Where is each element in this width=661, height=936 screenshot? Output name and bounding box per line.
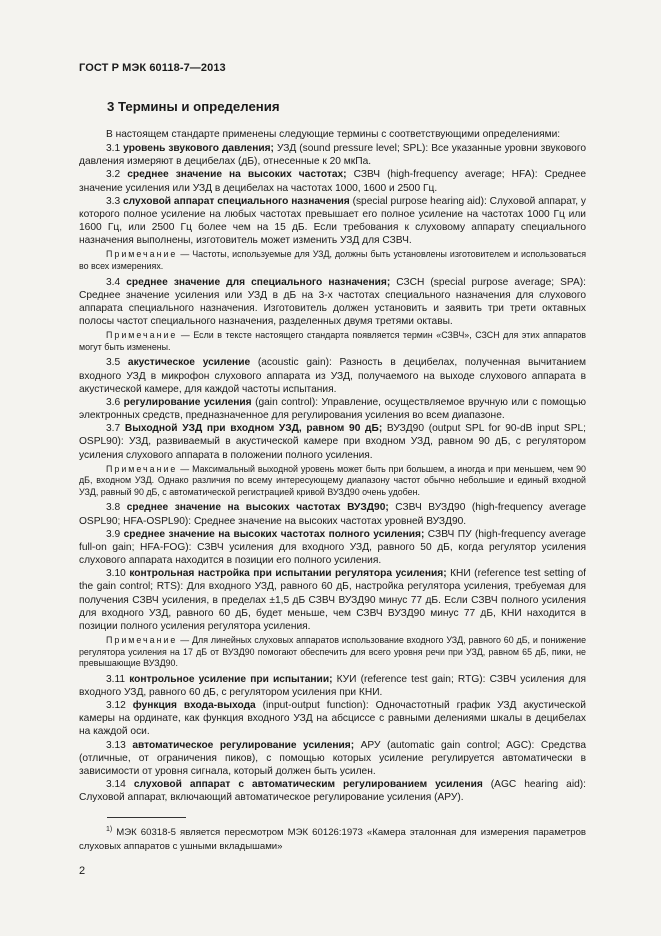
note-4: [79, 635, 586, 670]
term-definition: СЗСН (special purpose average; SPA): Среднее значение усиления или УЗД в дБ на 3-х частотах специального назначения для слухового аппарата специального назначения. Изготовитель должен установить и заявить три трети октавных полосы частот специального назначения, разделенных двумя третями октавы.: [79, 276, 586, 328]
term-3-14: [79, 778, 586, 804]
term-number: 3.1: [106, 143, 121, 155]
section-title: 3 Термины и определения: [107, 99, 280, 114]
term-3-7: [79, 422, 586, 461]
term-3-8: [79, 501, 586, 527]
term-definition: КНИ (reference test setting of the gain control; RTS): Для входного УЗД, равного 60 дБ, настройка регулятора усиления, требуемая для получения СЗВЧ усиления, в пределах ±1,5 дБ СЗВЧ ВУЗД90 минус 77 дБ. Если СЗВЧ полного усиления для входного УЗД, равного 60 дБ, будет меньше, чем СЗВЧ ВУЗД90 минус 77 дБ, КНИ находится в позиции полного усиления регулятора усиления.: [79, 568, 586, 632]
term-number: 3.8: [106, 502, 121, 514]
body-text: [79, 128, 586, 804]
term-name: слуховой аппарат специального назначения: [123, 195, 350, 207]
term-name: среднее значение на высоких частотах полного усиления;: [123, 528, 425, 540]
term-3-1: [79, 142, 586, 168]
term-name: среднее значение для специального назначения;: [126, 276, 391, 288]
term-number: 3.2: [106, 169, 121, 181]
term-3-6: [79, 396, 586, 422]
note-label: Примечание: [106, 635, 178, 645]
term-3-11: [79, 673, 586, 699]
note-label: Примечание: [106, 463, 178, 474]
term-name: акустическое усиление: [127, 357, 251, 369]
term-name: регулирование усиления: [123, 396, 252, 408]
term-3-3: [79, 195, 586, 248]
term-3-5: [79, 356, 586, 395]
note-1: [79, 249, 586, 272]
term-number: 3.6: [106, 396, 121, 408]
term-3-4: [79, 276, 586, 329]
term-definition: СЗВЧ ПУ (high-frequency average full-on gain; HFA-FOG): СЗВЧ усиления для входного УЗД, равного 50 дБ, когда регулятор усиления слухового аппарата находится в позиции его полного усиления.: [79, 528, 586, 567]
term-name: контрольная настройка при испытании регулятора усиления;: [129, 568, 447, 580]
note-3: [79, 464, 586, 499]
term-number: 3.7: [106, 423, 121, 435]
term-name: среднее значение на высоких частотах ВУЗД90;: [126, 502, 389, 514]
note-text: — Если в тексте настоящего стандарта появляется термин «СЗВЧ», СЗСН для этих аппаратов могут быть изменены.: [79, 330, 586, 352]
term-definition: УЗД (sound pressure level; SPL): Все указанные уровни звукового давления измеряют в децибелах (дБ), отнесенные к 20 мкПа.: [79, 143, 586, 168]
term-name: Выходной УЗД при входном УЗД, равном 90 дБ;: [124, 423, 383, 435]
term-definition: СЗВЧ (high-frequency average; HFA): Среднее значение усиления или УЗД в децибелах на частотах 1000, 1600 и 2500 Гц.: [79, 169, 586, 194]
intro-paragraph: В настоящем стандарте применены следующие термины с соответствующими определениями:: [106, 129, 561, 140]
term-number: 3.3: [106, 195, 121, 207]
term-definition: ВУЗД90 (output SPL for 90-dB input SPL; OSPL90): УЗД, развиваемый в акустической камере при входном УЗД, равном 90 дБ, с регулятором усиления слухового аппарата в положении полного усиления.: [79, 423, 586, 461]
term-number: 3.14: [106, 779, 126, 791]
term-3-9: [79, 528, 586, 567]
note-text: — Для линейных слуховых аппаратов использование входного УЗД, равного 60 дБ, и понижение регулятора усиления на 17 дБ от ВУЗД90 помогают обеспечить для всего уровня речи при УЗД, равном 65 дБ, пики, не превышающие ВУЗД90.: [79, 635, 586, 669]
term-number: 3.5: [106, 357, 121, 369]
term-name: слуховой аппарат с автоматическим регулированием усиления: [133, 779, 483, 791]
note-text: — Частоты, используемые для УЗД, должны быть установлены изготовителем и использоваться во всех измерениях.: [79, 249, 586, 271]
term-name: уровень звукового давления;: [123, 143, 274, 155]
note-text: — Максимальный выходной уровень может быть при большем, а иногда и при меньшем, чем 90 дБ, входном УЗД. Однако различия по всему интересующему диапазону частот обычно небольшие и единый входной УЗД, равный 90 дБ, с автоматической регистрацией кривой ВУЗД90 очень удобен.: [79, 463, 586, 497]
note-label: Примечание: [106, 330, 178, 341]
term-name: автоматическое регулирование усиления;: [132, 739, 355, 751]
term-name: среднее значение на высоких частотах;: [127, 169, 347, 181]
term-definition: (special purpose hearing aid): Слуховой аппарат, у которого полное усиление на любых частотах превышает его полное усиление на частотах 1000 Гц или 1600 Гц, или 2500 Гц более чем на 15 дБ. Если требования к слуховому аппарату специального назначения выполнены, изготовитель может изменить УЗД для СЗВЧ.: [79, 195, 586, 247]
term-number: 3.4: [106, 276, 121, 288]
term-definition: КУИ (reference test gain; RTG): СЗВЧ усиления для входного УЗД, равного 60 дБ, с регулятором усиления при КНИ.: [79, 673, 586, 698]
running-header: ГОСТ Р МЭК 60118-7—2013: [79, 62, 226, 74]
term-definition: (AGC hearing aid): Слуховой аппарат, включающий автоматическое регулирование усиления (АРУ).: [79, 779, 586, 804]
term-name: функция входа-выхода: [132, 700, 256, 712]
term-definition: СЗВЧ ВУЗД90 (high-frequency average OSPL90; HFA-OSPL90): Среднее значение на высоких частотах уровней ВУЗД90.: [79, 502, 586, 527]
term-3-12: [79, 699, 586, 738]
term-name: контрольное усиление при испытании;: [129, 673, 333, 685]
term-definition: АРУ (automatic gain control; AGC): Средства (отличные, от ограничения пиков), с помощью которых усиление регулируется автоматически в зависимости от уровня сигнала, который должен быть усилен.: [79, 739, 586, 777]
term-number: 3.9: [106, 528, 121, 540]
note-label: Примечание: [106, 249, 178, 260]
term-definition: (gain control): Управление, осуществляемое вручную или с помощью электронных средств, предназначенное для регулирования усиления во всем диапазоне.: [79, 396, 586, 422]
term-definition: (input-output function): Одночастотный график УЗД акустической камеры на ординате, как функция входного УЗД на абсциссе с равными делениями шкалы в децибелах на каждой оси.: [79, 700, 586, 738]
term-3-10: [79, 567, 586, 633]
note-2: [79, 330, 586, 353]
term-number: 3.10: [106, 568, 126, 580]
page-number: 2: [79, 865, 86, 877]
footnote: [79, 823, 586, 853]
footnote-text: МЭК 60318-5 является пересмотром МЭК 60126:1973 «Камера эталонная для измерения параметров слуховых аппаратов с ушными вкладышами»: [79, 827, 586, 852]
term-3-2: [79, 168, 586, 194]
term-definition: (acoustic gain): Разность в децибелах, полученная вычитанием входного УЗД в микрофон слухового аппарата из УЗД, получаемого на выходе слухового аппарата в акустической камере, для каждой частоты испытания.: [79, 357, 586, 395]
footnote-mark: 1): [106, 826, 113, 833]
term-3-13: [79, 739, 586, 778]
term-number: 3.13: [106, 739, 126, 751]
footnote-divider: [107, 817, 186, 818]
term-number: 3.11: [106, 673, 126, 685]
term-number: 3.12: [106, 700, 126, 712]
